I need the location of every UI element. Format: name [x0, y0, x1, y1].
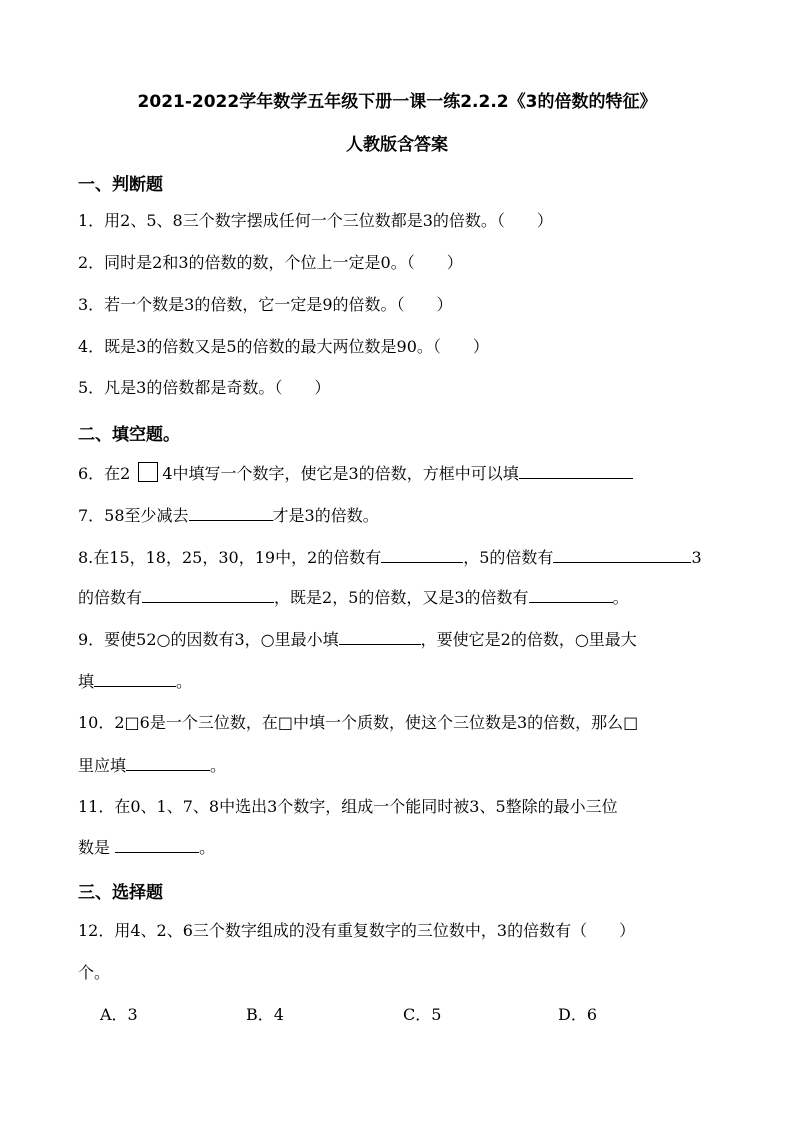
question-4: 4．既是3的倍数又是5的倍数的最大两位数是90。（ ） — [78, 337, 489, 356]
answer-blank — [381, 546, 463, 563]
option-b: B．4 — [246, 1005, 284, 1024]
answer-blank — [115, 836, 199, 853]
answer-blank — [519, 462, 633, 479]
question-11-cont: 数是 。 — [78, 838, 216, 857]
answer-blank — [529, 586, 613, 603]
section-heading-fill: 二、填空题。 — [78, 425, 180, 445]
question-5: 5．凡是3的倍数都是奇数。（ ） — [78, 378, 331, 397]
section-heading-judge: 一、判断题 — [78, 175, 163, 195]
question-9: 9．要使52○的因数有3，○里最小填 ，要使它是2的倍数，○里最大 — [78, 630, 637, 649]
option-c: C．5 — [403, 1005, 442, 1024]
question-12-cont: 个。 — [78, 963, 111, 982]
question-12: 12．用4、2、6三个数字组成的没有重复数字的三位数中，3的倍数有（ ） — [78, 921, 636, 940]
section-heading-choice: 三、选择题 — [78, 883, 163, 903]
question-8: 8.在15，18，25，30，19中，2的倍数有 ，5的倍数有 3 — [78, 548, 702, 567]
question-9-cont: 填 。 — [78, 672, 193, 691]
question-6: 6．在2 4中填写一个数字，使它是3的倍数，方框中可以填 — [78, 462, 633, 485]
answer-blank — [553, 546, 691, 563]
option-d: D．6 — [558, 1005, 598, 1024]
page-subtitle: 人教版含答案 — [346, 135, 448, 155]
answer-blank — [94, 670, 176, 687]
page-title: 2021-2022学年数学五年级下册一课一练2.2.2《3的倍数的特征》 — [137, 92, 657, 112]
answer-blank — [189, 504, 273, 521]
question-11: 11．在0、1、7、8中选出3个数字，组成一个能同时被3、5整除的最小三位 — [78, 797, 618, 816]
answer-blank — [339, 628, 421, 645]
question-1: 1．用2、5、8三个数字摆成任何一个三位数都是3的倍数。（ ） — [78, 211, 553, 230]
answer-blank — [126, 754, 210, 771]
question-8-cont: 的倍数有 ，既是2，5的倍数，又是3的倍数有 。 — [78, 588, 629, 607]
question-2: 2．同时是2和3的倍数的数，个位上一定是0。（ ） — [78, 253, 463, 272]
answer-blank — [142, 586, 274, 603]
answer-box — [138, 462, 158, 482]
question-7: 7．58至少减去 才是3的倍数。 — [78, 506, 379, 525]
option-a: A．3 — [100, 1005, 138, 1024]
question-10: 10．2□6是一个三位数，在□中填一个质数，使这个三位数是3的倍数，那么□ — [78, 713, 639, 732]
question-3: 3．若一个数是3的倍数，它一定是9的倍数。（ ） — [78, 295, 453, 314]
question-10-cont: 里应填 。 — [78, 756, 227, 775]
